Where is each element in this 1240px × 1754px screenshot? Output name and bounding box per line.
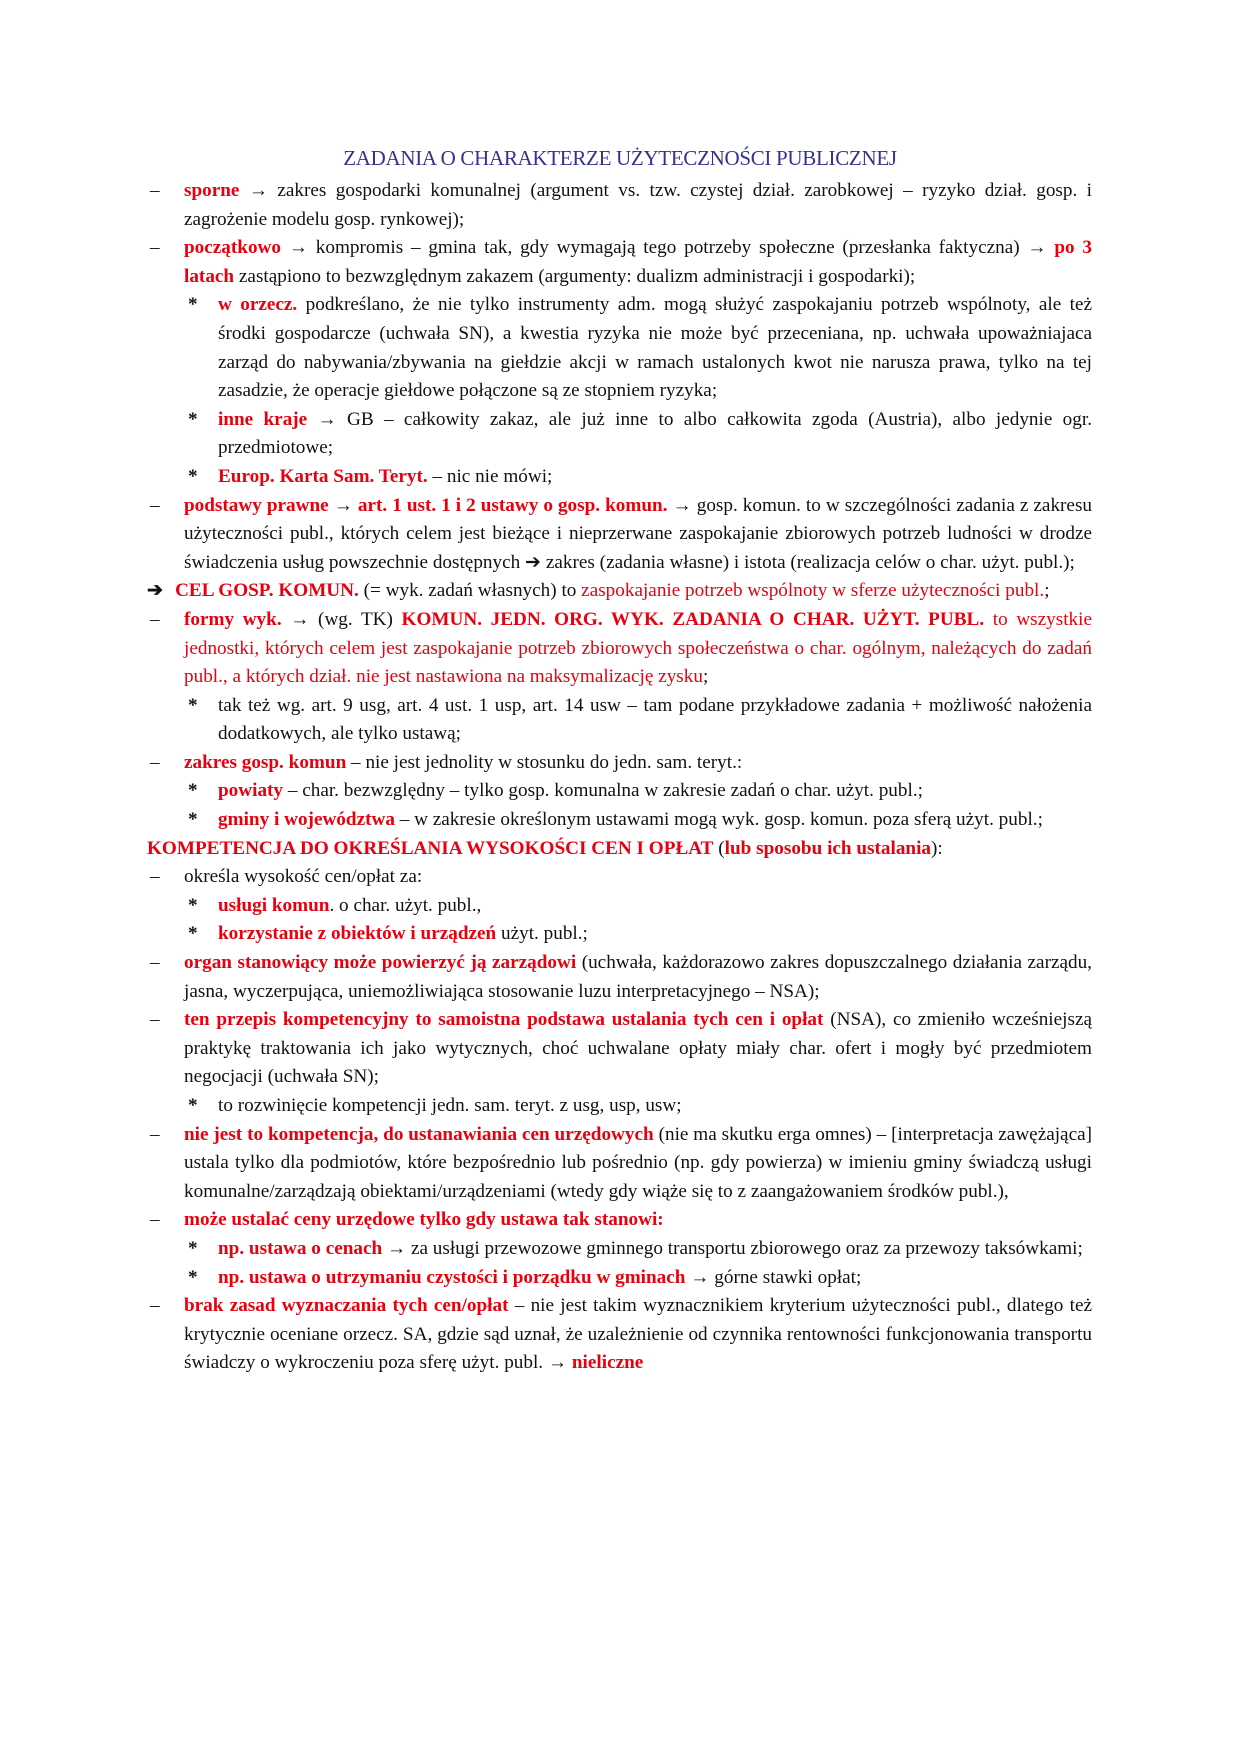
- highlighted-text-run: zaspokajanie potrzeb wspólnoty w sferze użyteczności publ.: [581, 580, 1045, 602]
- sub-bullet-item: [147, 1235, 1092, 1264]
- dash-bullet-icon: –: [150, 751, 160, 773]
- star-bullet-icon: *: [188, 694, 198, 716]
- text-run: – nie jest takim wyznacznikiem kryterium użyteczności publ., dlatego też krytycznie oceniane orzecz. SA, gdzie sąd uznał, że uzależnienie od czynnika rentowności funkcjonowania transportu świadczy o wykroczeniu poza sferę użyt. publ. →: [184, 1295, 1092, 1374]
- sub-bullet-item: [147, 406, 1092, 463]
- highlighted-text-run: lub sposobu ich ustalania: [724, 837, 932, 859]
- highlighted-text-run: np. ustawa o utrzymaniu czystości i porządku w gminach: [218, 1266, 686, 1288]
- dash-bullet-icon: –: [150, 1123, 160, 1145]
- highlighted-text-run: po 3 latach: [184, 237, 1093, 287]
- text-run: użyt. publ.;: [496, 923, 588, 945]
- highlighted-text-run: podstawy prawne: [184, 494, 329, 516]
- document-body: [147, 177, 1092, 1378]
- highlighted-text-run: usługi komun: [218, 894, 330, 916]
- sub-bullet-item: [147, 463, 1092, 492]
- highlighted-text-run: gminy i województwa: [218, 809, 395, 831]
- text-run: ;: [1044, 580, 1050, 602]
- sub-bullet-item: [147, 920, 1092, 949]
- star-bullet-icon: *: [188, 465, 198, 487]
- sub-bullet-item: [147, 692, 1092, 749]
- text-run: → (wg. TK): [281, 608, 402, 630]
- star-bullet-icon: *: [188, 1095, 198, 1116]
- text-run: → górne stawki opłat;: [685, 1266, 862, 1288]
- dash-bullet-icon: –: [150, 1295, 160, 1317]
- bullet-item: [147, 492, 1092, 578]
- bullet-item: [147, 1006, 1092, 1092]
- text-run: określa wysokość cen/opłat za:: [184, 866, 423, 888]
- text-run: – char. bezwzględny – tylko gosp. komunalna w zakresie zadań o char. użyt. publ.;: [283, 780, 923, 802]
- bullet-item: [147, 949, 1092, 1006]
- highlighted-text-run: korzystanie z obiektów i urządzeń: [218, 923, 497, 945]
- text-run: (uchwała, każdorazowo zakres dopuszczalnego działania zarządu, jasna, wyczerpująca, uniemożliwiająca stosowanie luzu interpretacyjnego – NSA);: [184, 952, 1092, 1002]
- dash-bullet-icon: –: [150, 237, 160, 259]
- highlighted-text-run: art. 1 ust. 1 i 2 ustawy o gosp. komun.: [357, 494, 668, 516]
- star-bullet-icon: *: [188, 894, 198, 916]
- highlighted-text-run: nieliczne: [571, 1352, 644, 1374]
- text-run: → za usługi przewozowe gminnego transportu zbiorowego oraz za przewozy taksówkami;: [382, 1237, 1083, 1259]
- star-bullet-icon: *: [188, 809, 198, 831]
- highlighted-text-run: powiaty: [218, 780, 284, 802]
- bullet-item: [147, 1121, 1092, 1207]
- star-bullet-icon: *: [188, 408, 198, 430]
- text-run: . o char. użyt. publ.,: [329, 894, 482, 916]
- text-run: → GB – całkowity zakaz, ale już inne to albo całkowita zgoda (Austria), albo jedynie ogr. przedmiotowe;: [218, 408, 1092, 459]
- bullet-item: [147, 863, 1092, 892]
- highlighted-text-run: brak zasad wyznaczania tych cen/opłat: [184, 1295, 509, 1317]
- highlighted-text-run: początkowo: [184, 237, 281, 259]
- text-run: ;: [702, 666, 709, 688]
- dash-bullet-icon: –: [150, 180, 160, 201]
- highlighted-text-run: nie jest to kompetencja, do ustanawiania cen urzędowych: [184, 1123, 654, 1145]
- highlighted-text-run: może ustalać ceny urzędowe tylko gdy ustawa tak stanowi:: [184, 1209, 664, 1231]
- dash-bullet-icon: –: [150, 1009, 160, 1031]
- highlighted-text-run: KOMUN. JEDN. ORG. WYK. ZADANIA O CHAR. UŻYT. PUBL.: [401, 608, 985, 630]
- text-run: – w zakresie określonym ustawami mogą wyk. gosp. komun. poza sferą użyt. publ.;: [394, 809, 1043, 831]
- bullet-item: [147, 1206, 1092, 1235]
- highlighted-text-run: zakres gosp. komun: [184, 751, 347, 773]
- sub-bullet-item: [147, 777, 1092, 806]
- paragraph: [147, 577, 1092, 606]
- highlighted-text-run: KOMPETENCJA DO OKREŚLANIA WYSOKOŚCI CEN I OPŁAT: [147, 837, 714, 859]
- highlighted-text-run: sporne: [184, 180, 240, 201]
- text-run: (NSA), co zmieniło wcześniejszą praktykę traktowania ich jako wytycznych, choć uchwalane opłaty miały char. ofert i mogły być przedmiotem negocjacji (uchwała SN);: [184, 1009, 1092, 1088]
- text-run: (nie ma skutku erga omnes) – [interpretacja zawężająca] ustala tylko dla podmiotów, które bezpośrednio lub pośrednio (np. gdy powierza) w imieniu gminy świadczą usługi komunalne/zarządzają obiektami/urządzeniami (wtedy gdy wiąże się to z zaangażowaniem środków publ.),: [184, 1123, 1092, 1202]
- highlighted-text-run: inne kraje: [218, 408, 308, 430]
- sub-bullet-item: [147, 892, 1092, 921]
- highlighted-text-run: ten przepis kompetencyjny to samoistna podstawa ustalania tych cen i opłat: [184, 1009, 824, 1031]
- highlighted-text-run: Europ. Karta Sam. Teryt.: [218, 465, 428, 487]
- sub-bullet-item: [147, 806, 1092, 835]
- text-run: zastąpiono to bezwzględnym zakazem (argumenty: dualizm administracji i gospodarki);: [234, 265, 916, 287]
- star-bullet-icon: *: [188, 780, 198, 802]
- highlighted-text-run: np. ustawa o cenach: [218, 1237, 383, 1259]
- text-run: (: [713, 837, 725, 859]
- highlighted-text-run: organ stanowiący może powierzyć ją zarządowi: [184, 952, 577, 974]
- sub-bullet-item: [147, 1092, 1092, 1121]
- highlighted-text-run: formy wyk.: [184, 608, 282, 630]
- sub-bullet-item: [147, 1264, 1092, 1293]
- highlighted-text-run: CEL GOSP. KOMUN.: [175, 580, 359, 602]
- star-bullet-icon: *: [188, 923, 198, 945]
- arrow-bullet-icon: ➔: [147, 580, 164, 602]
- text-run: → zakres gospodarki komunalnej (argument vs. tzw. czystej dział. zarobkowej – ryzyko dział. gosp. i zagrożenie modelu gosp. rynkowej);: [184, 180, 1092, 230]
- text-run: tak też wg. art. 9 usg, art. 4 ust. 1 usp, art. 14 usw – tam podane przykładowe zadania + możliwość nałożenia dodatkowych, ale tylko ustawą;: [218, 694, 1092, 745]
- star-bullet-icon: *: [188, 1237, 198, 1259]
- dash-bullet-icon: –: [150, 866, 160, 888]
- paragraph: [147, 835, 1092, 864]
- text-run: – nic nie mówi;: [427, 465, 553, 487]
- text-run: → kompromis – gmina tak, gdy wymagają tego potrzeby społeczne (przesłanka faktyczna) →: [281, 237, 1055, 259]
- dash-bullet-icon: –: [150, 1209, 160, 1231]
- text-run: – nie jest jednolity w stosunku do jedn. sam. teryt.:: [346, 751, 743, 773]
- document-title: ZADANIA O CHARAKTERZE UŻYTECZNOŚCI PUBLICZNEJ: [343, 146, 897, 170]
- text-run: (= wyk. zadań własnych) to: [358, 580, 582, 602]
- text-run: ):: [931, 837, 943, 859]
- text-run: → gosp. komun. to w szczególności zadania z zakresu użyteczności publ., których celem jest bieżące i nieprzerwane zaspokajanie zbiorowych potrzeb ludności w drodze świadczenia usług powszechnie dostępnych ➔ zakres (zadania własne) i istota (realizacja celów o char. użyt. publ.);: [184, 494, 1093, 573]
- highlighted-text-run: to wszystkie jednostki, których celem jest zaspokajanie potrzeb zbiorowych społeczeństwa o char. ogólnym, należących do zadań publ., a których dział. nie jest nastawiona na maksymalizację zysku: [184, 608, 1092, 688]
- star-bullet-icon: *: [188, 1266, 198, 1288]
- dash-bullet-icon: –: [150, 608, 160, 630]
- dash-bullet-icon: –: [150, 952, 160, 974]
- bullet-item: [147, 749, 1092, 778]
- bullet-item: [147, 1292, 1092, 1378]
- sub-bullet-item: [147, 291, 1092, 405]
- bullet-item: [147, 234, 1092, 291]
- highlighted-text-run: w orzecz.: [218, 294, 298, 316]
- bullet-item: [147, 606, 1092, 692]
- text-run: podkreślano, że nie tylko instrumenty adm. mogą służyć zaspokajaniu potrzeb wspólnoty, ale też środki gospodarcze (uchwała SN), a kwestia ryzyka nie może być przeceniana, np. uchwała upoważniajaca zarząd do nabywania/zbywania na giełdzie akcji w ramach ustalonych kwot nie narusza prawa, tylko na tej zasadzie, że operacje giełdowe połączone są ze stopniem ryzyka;: [218, 294, 1092, 402]
- star-bullet-icon: *: [188, 294, 198, 316]
- text-run: to rozwinięcie kompetencji jedn. sam. teryt. z usg, usp, usw;: [218, 1095, 682, 1116]
- text-run: →: [328, 494, 358, 516]
- dash-bullet-icon: –: [150, 494, 160, 516]
- bullet-item: [147, 177, 1092, 234]
